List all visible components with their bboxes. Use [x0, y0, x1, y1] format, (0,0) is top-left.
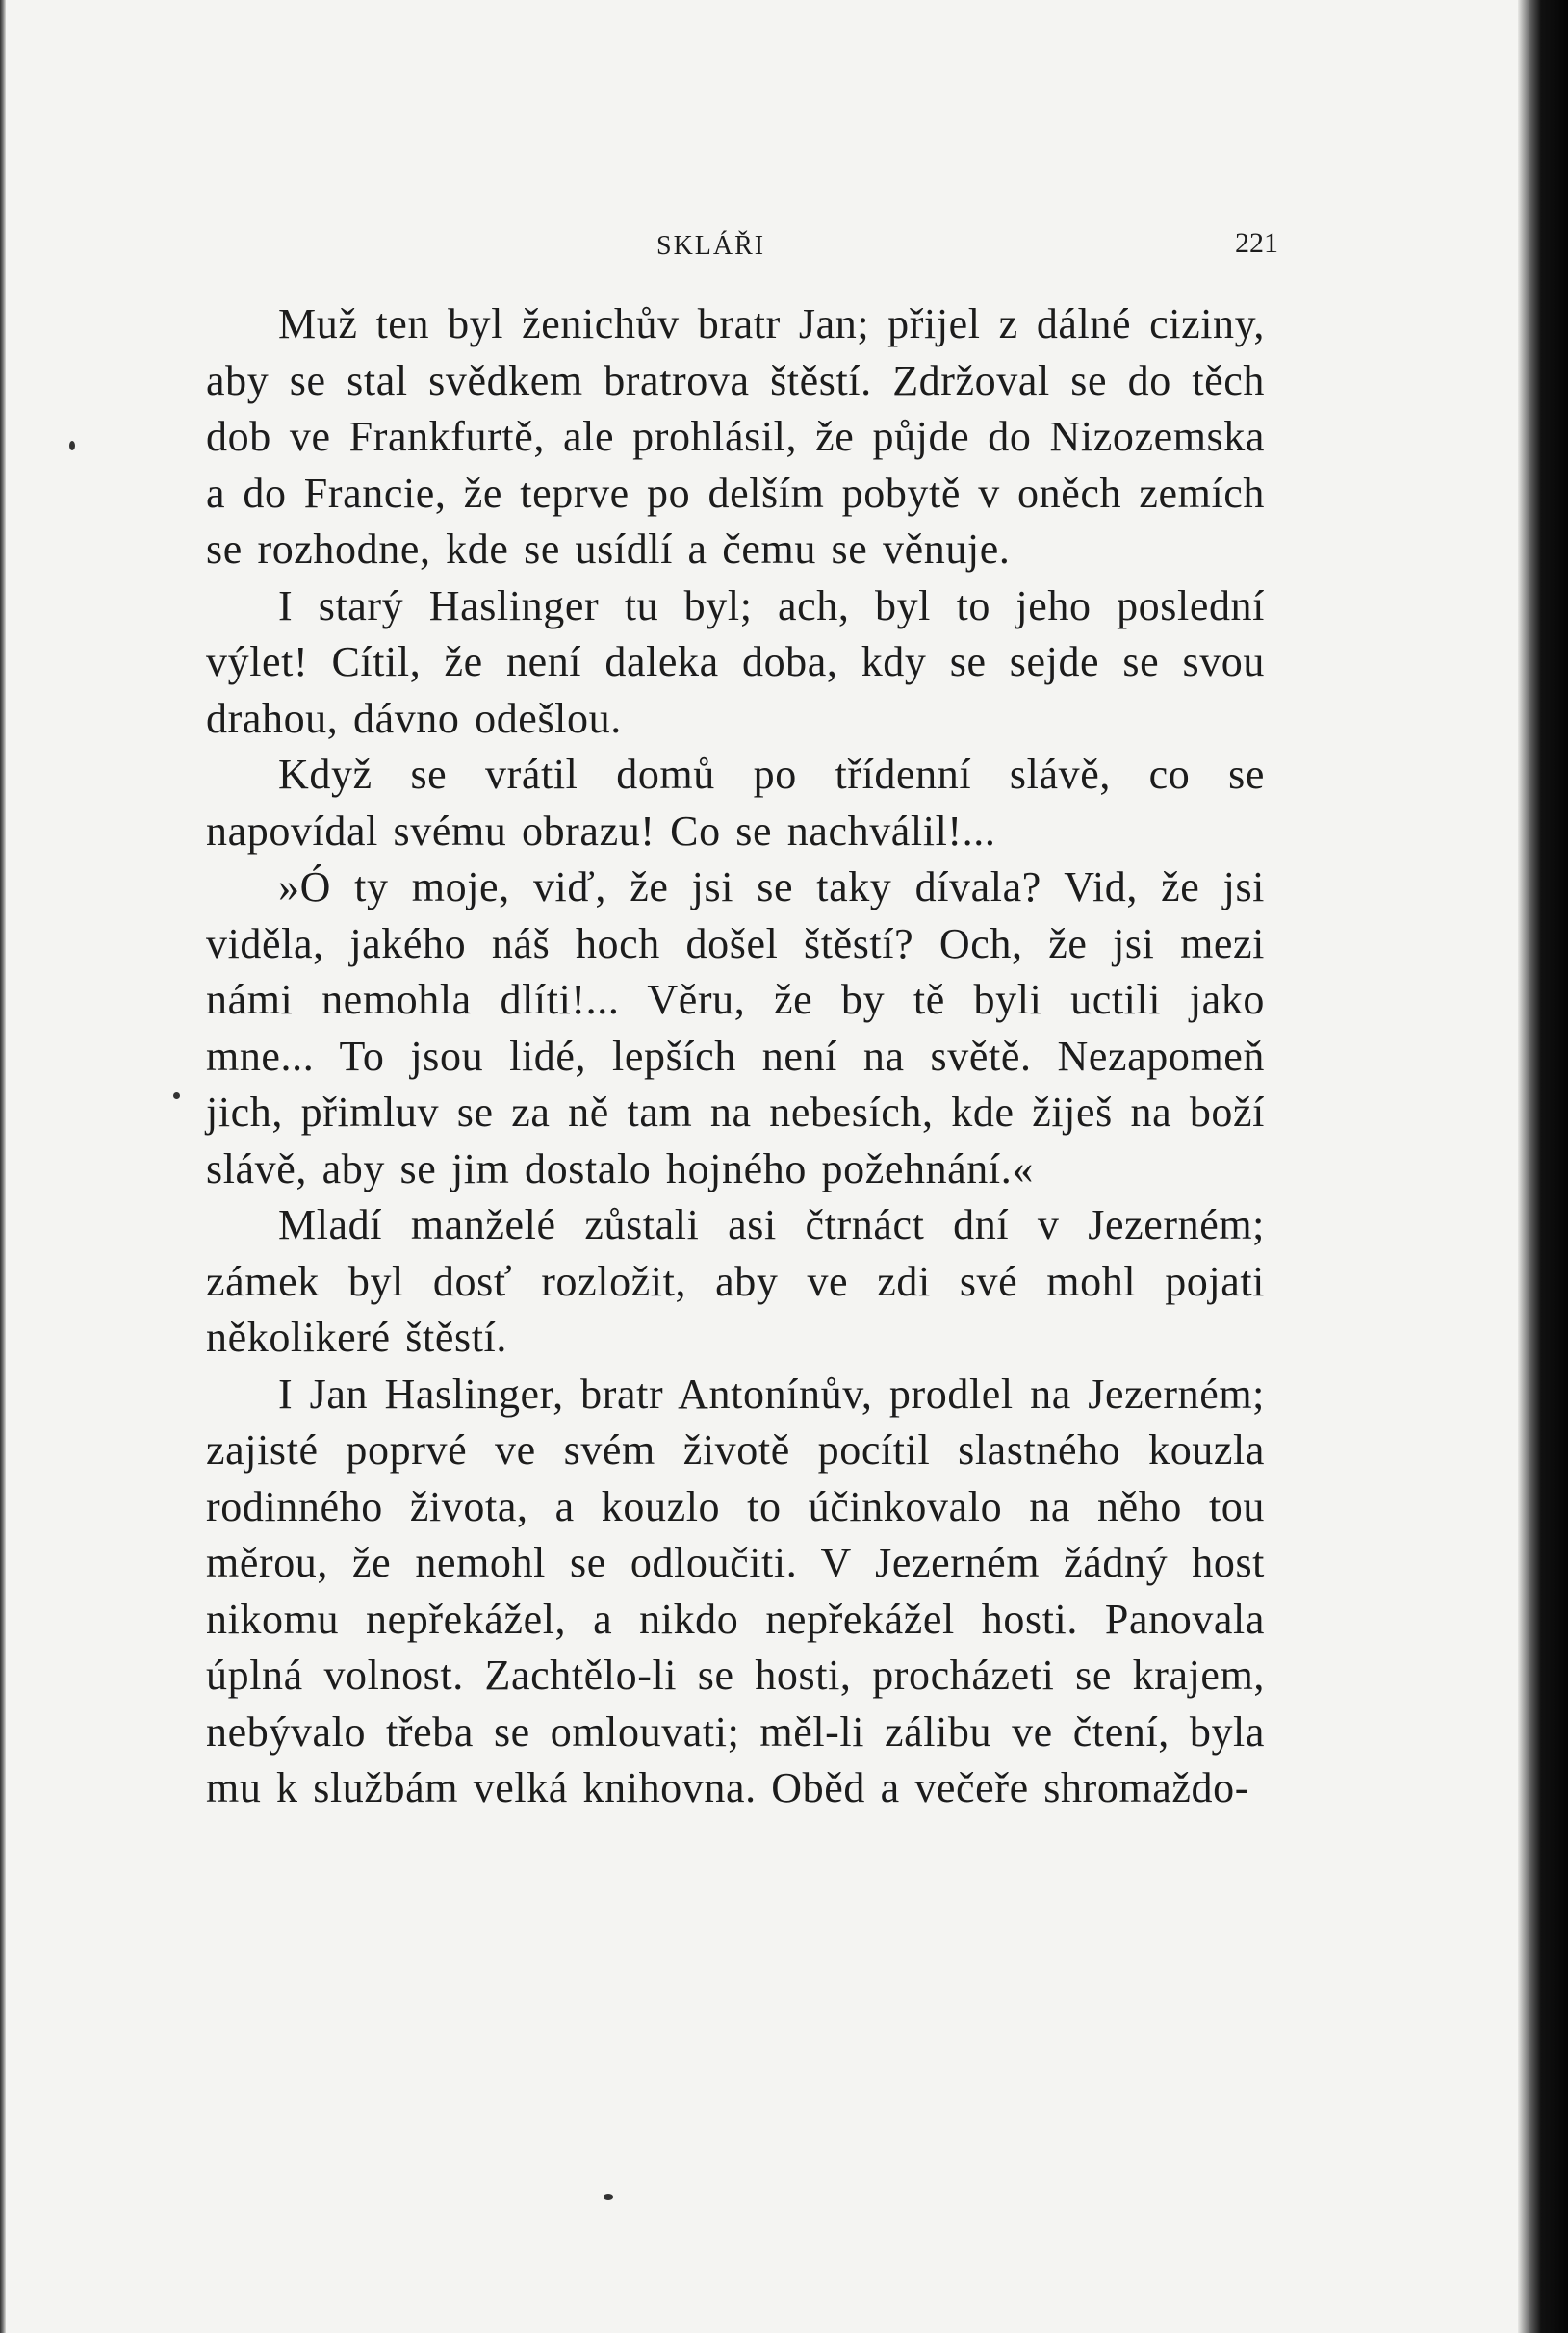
paragraph: Muž ten byl ženichův bratr Jan; přijel z dálné ciziny, aby se stal svědkem bratrova štěstí. Zdržoval se do těch dob ve Frankfurtě, ale prohlásil, že půjde do Nizozemska a do Francie, že teprve po delším pobytě v oněch zemích se rozhodne, kde se usídlí a čemu se věnuje. — [206, 300, 1265, 573]
paragraph: I Jan Haslinger, bratr Antonínův, prodlel na Jezerném; zajisté poprvé ve svém životě pocítil slastného kouzla rodinného života, a kouzlo to účinkovalo na něho tou měrou, že nemohl se odloučiti. V Jezerném žádný host nikomu nepřekážel, a nikdo nepřekážel hosti. Panovala úplná volnost. Zachtělo-li se hosti, procházeti se krajem, nebývalo třeba se omlouvati; měl-li zálibu ve čtení, byla mu k službám velká knihovna. Oběd a večeře shromaždo- — [206, 1370, 1265, 1811]
scan-speck — [604, 2194, 613, 2200]
scan-speck — [173, 1092, 180, 1099]
paragraph: Mladí manželé zůstali asi čtrnáct dní v Jezerném; zámek byl dosť rozložit, aby ve zdi své mohl pojati několikeré štěstí. — [206, 1201, 1265, 1361]
book-page — [206, 210, 1278, 1817]
paragraph: »Ó ty moje, viď, že jsi se taky dívala? Vid, že jsi viděla, jakého náš hoch došel štěstí? Och, že jsi mezi námi nemohla dlíti!... Věru, že by tě byli uctili jako mne... To jsou lidé, lepších není na světě. Nezapomeň jich, přimluv se za ně tam na nebesích, kde žiješ na boží slávě, aby se jim dostalo hojného požehnání.« — [206, 863, 1265, 1192]
chapter-title: SKLÁŘI — [656, 231, 766, 261]
scan-left-edge — [0, 0, 6, 2333]
paragraph: Když se vrátil domů po třídenní slávě, co se napovídal svému obrazu! Co se nachválil!... — [206, 751, 1265, 855]
paragraph: I starý Haslinger tu byl; ach, byl to jeho poslední výlet! Cítil, že není daleka doba, kdy se sejde se svou drahou, dávno odešlou. — [206, 581, 1265, 742]
running-head — [206, 210, 1278, 268]
scan-right-edge — [1518, 0, 1568, 2333]
scan-speck — [69, 441, 75, 450]
page-number: 221 — [1235, 227, 1278, 259]
body-text — [206, 296, 1265, 1817]
